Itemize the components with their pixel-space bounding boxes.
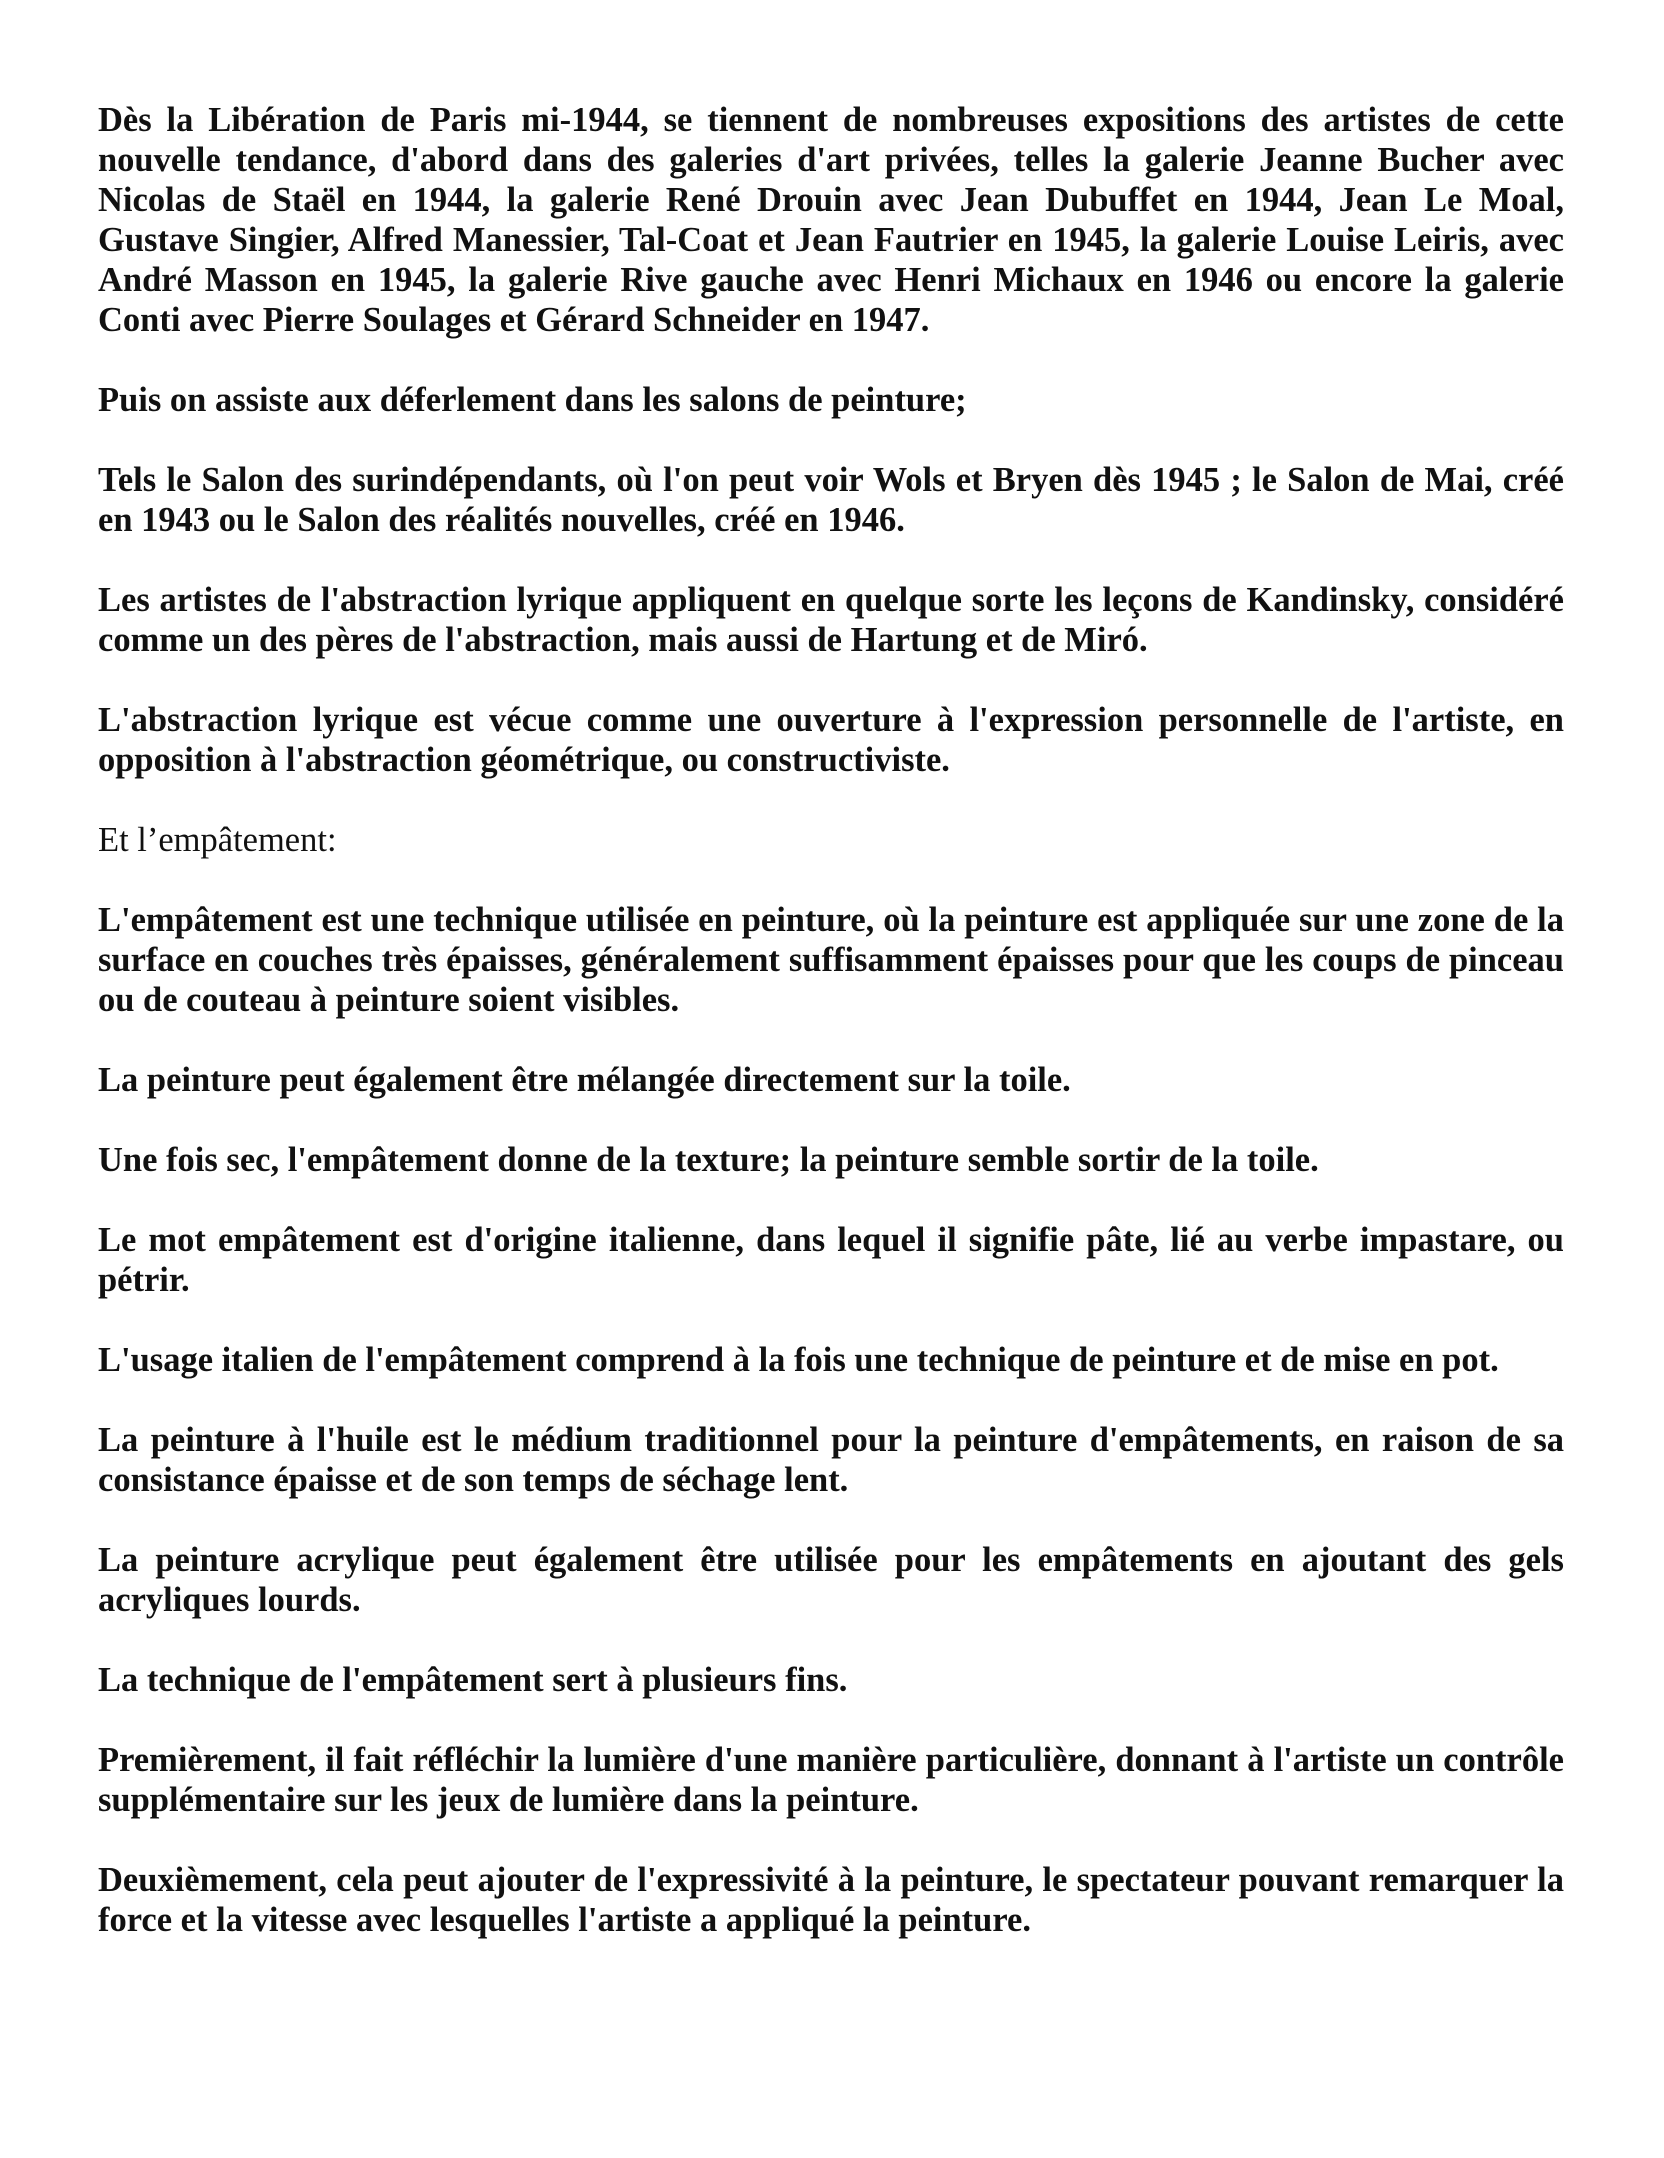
paragraph-impasto-heading: Et l’empâtement:: [98, 821, 337, 859]
paragraph-word-origin: Le mot empâtement est d'origine italienne, dans lequel il signifie pâte, lié au verbe impastare, ou pétrir.: [98, 1221, 1564, 1299]
paragraph-salons-intro: Puis on assiste aux déferlement dans les salons de peinture;: [98, 381, 967, 419]
paragraph-mixing-on-canvas: La peinture peut également être mélangée directement sur la toile.: [98, 1061, 1071, 1099]
paragraph-impasto-definition: L'empâtement est une technique utilisée en peinture, où la peinture est appliquée sur une zone de la surface en couches très épaisses, généralement suffisamment épaisses pour que les coups de pinceau ou de couteau à peinture soient visibles.: [98, 901, 1564, 1019]
paragraph-second-purpose: Deuxièmement, cela peut ajouter de l'expressivité à la peinture, le spectateur pouvant remarquer la force et la vitesse avec lesquelles l'artiste a appliqué la peinture.: [98, 1861, 1564, 1939]
paragraph-salons-list: Tels le Salon des surindépendants, où l'on peut voir Wols et Bryen dès 1945 ; le Salon de Mai, créé en 1943 ou le Salon des réalités nouvelles, créé en 1946.: [98, 461, 1564, 539]
paragraph-italian-usage: L'usage italien de l'empâtement comprend à la fois une technique de peinture et de mise en pot.: [98, 1341, 1499, 1379]
paragraph-lyrical-abstraction: L'abstraction lyrique est vécue comme une ouverture à l'expression personnelle de l'artiste, en opposition à l'abstraction géométrique, ou constructiviste.: [98, 701, 1564, 779]
paragraph-oil-paint: La peinture à l'huile est le médium traditionnel pour la peinture d'empâtements, en raison de sa consistance épaisse et de son temps de séchage lent.: [98, 1421, 1564, 1499]
paragraph-kandinsky-lessons: Les artistes de l'abstraction lyrique appliquent en quelque sorte les leçons de Kandinsky, considéré comme un des pères de l'abstraction, mais aussi de Hartung et de Miró.: [98, 581, 1564, 659]
paragraph-acrylic-paint: La peinture acrylique peut également être utilisée pour les empâtements en ajoutant des gels acryliques lourds.: [98, 1541, 1564, 1619]
paragraph-texture: Une fois sec, l'empâtement donne de la texture; la peinture semble sortir de la toile.: [98, 1141, 1319, 1179]
paragraph-liberation-exhibitions: Dès la Libération de Paris mi-1944, se tiennent de nombreuses expositions des artistes de cette nouvelle tendance, d'abord dans des galeries d'art privées, telles la galerie Jeanne Bucher avec Nicolas de Staël en 1944, la galerie René Drouin avec Jean Dubuffet en 1944, Jean Le Moal, Gustave Singier, Alfred Manessier, Tal-Coat et Jean Fautrier en 1945, la galerie Louise Leiris, avec André Masson en 1945, la galerie Rive gauche avec Henri Michaux en 1946 ou encore la galerie Conti avec Pierre Soulages et Gérard Schneider en 1947.: [98, 101, 1564, 339]
paragraph-first-purpose: Premièrement, il fait réfléchir la lumière d'une manière particulière, donnant à l'artiste un contrôle supplémentaire sur les jeux de lumière dans la peinture.: [98, 1741, 1564, 1819]
document-body: [98, 100, 1564, 1980]
paragraph-purposes: La technique de l'empâtement sert à plusieurs fins.: [98, 1661, 848, 1699]
